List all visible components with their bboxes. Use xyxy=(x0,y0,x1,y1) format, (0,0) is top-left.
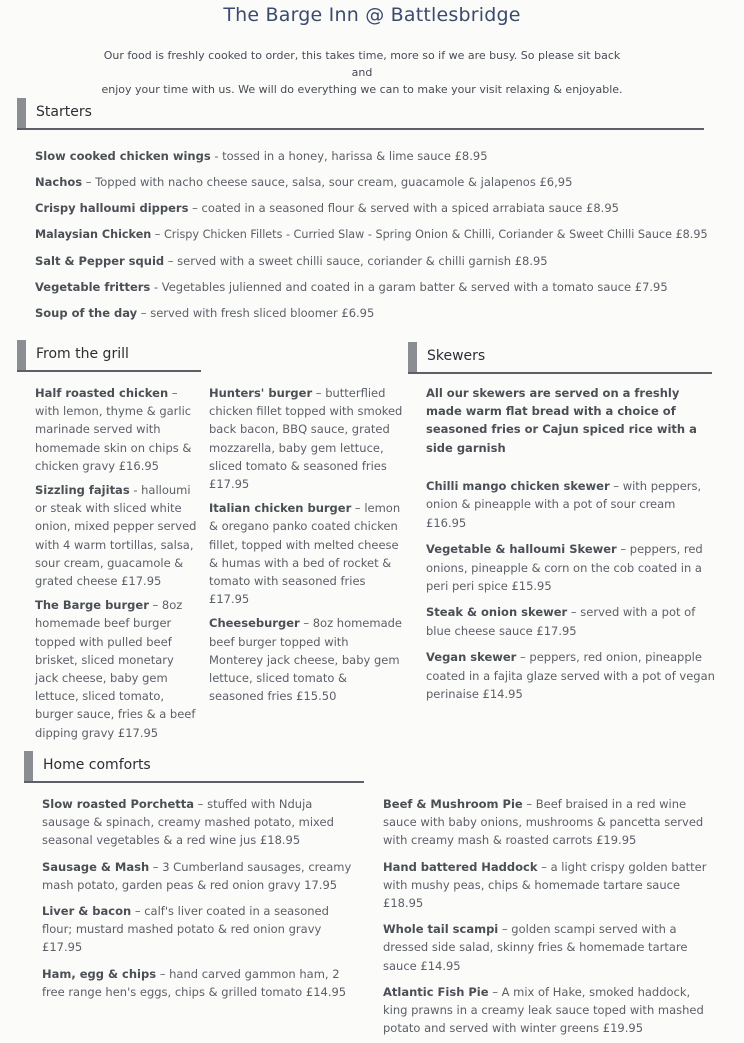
heading-rule xyxy=(408,372,712,374)
item-name: The Barge burger xyxy=(35,598,149,613)
item-description: – stuffed with Nduja sausage & spinach, creamy mashed potato, mixed seasonal vegetables & a red wine jus £18.95 xyxy=(42,797,334,848)
item-name: Nachos xyxy=(35,175,83,190)
item-description: – served with fresh sliced bloomer £6.95 xyxy=(137,306,375,321)
item-description: – a light crispy golden batter with mushy peas, chips & homemade tartare sauce £18.95 xyxy=(383,859,707,911)
starters-list xyxy=(35,143,725,326)
item-description: – Crispy Chicken Fillets - Curried Slaw - Spring Onion & Chilli, Coriander & Sweet Chilli Sauce £8.95 xyxy=(151,227,708,241)
heading-bar xyxy=(17,98,26,130)
item-name: Hunters' burger xyxy=(209,386,313,400)
item-description: - halloumi or steak with sliced white onion, mixed pepper served with 4 warm tortillas, salsa, sour cream, guacamole & grated cheese £17.95 xyxy=(35,483,197,589)
item-name: Vegan skewer xyxy=(426,650,517,665)
menu-item xyxy=(35,169,725,195)
menu-item xyxy=(35,481,198,590)
item-name: Beef & Mushroom Pie xyxy=(383,797,523,811)
menu-item xyxy=(35,143,725,169)
item-description: – with lemon, thyme & garlic marinade served with homemade skin on chips & chicken gravy £16.95 xyxy=(35,386,192,473)
item-description: – hand carved gammon ham, 2 free range hen's eggs, chips & grilled tomato £14.95 xyxy=(42,966,347,999)
menu-item xyxy=(35,274,725,300)
item-name: Chilli mango chicken skewer xyxy=(426,479,610,493)
section-heading-starters xyxy=(17,98,704,130)
section-heading-skewers xyxy=(408,342,712,374)
menu-item xyxy=(42,902,360,957)
menu-item xyxy=(209,614,405,705)
heading-label: From the grill xyxy=(36,346,129,362)
item-description: – coated in a seasoned flour & served with a spiced arrabiata sauce £8.95 xyxy=(188,201,619,216)
item-description: – served with a sweet chilli sauce, coriander & chilli garnish £8.95 xyxy=(164,253,548,268)
item-name: Soup of the day xyxy=(35,306,138,321)
heading-bar xyxy=(17,340,26,372)
section-heading-grill xyxy=(17,340,201,372)
item-name: Ham, egg & chips xyxy=(42,966,157,981)
item-description: – peppers, red onions, pineapple & corn on the cob coated in a peri peri spice £15.95 xyxy=(426,542,703,594)
item-description: – butterflied chicken fillet topped with smoked back bacon, BBQ sauce, grated mozzarella, baby gem lettuce, sliced tomato & seasoned fries £17.95 xyxy=(209,386,403,492)
menu-item xyxy=(35,195,725,221)
item-description: – served with a pot of blue cheese sauce £17.95 xyxy=(426,605,696,638)
menu-item xyxy=(42,965,360,1001)
item-description: - tossed in a honey, harissa & lime sauce £8.95 xyxy=(210,149,488,163)
comforts-column-right xyxy=(383,795,713,1043)
grill-column-right xyxy=(209,384,405,711)
item-name: Sizzling fajitas xyxy=(35,483,130,498)
heading-label: Starters xyxy=(36,104,92,120)
menu-item xyxy=(426,603,718,640)
item-name: Italian chicken burger xyxy=(209,501,352,516)
menu-item xyxy=(35,596,198,742)
section-heading-comforts xyxy=(24,751,364,783)
grill-column-left xyxy=(35,384,198,748)
menu-item xyxy=(383,795,713,850)
menu-item xyxy=(35,384,198,475)
comforts-column-left xyxy=(42,795,360,1007)
item-name: Cheeseburger xyxy=(209,616,300,631)
menu-item xyxy=(209,499,405,608)
item-name: Crispy halloumi dippers xyxy=(35,201,189,216)
item-description: – with peppers, onion & pineapple with a pot of sour cream £16.95 xyxy=(426,479,702,530)
skewers-intro xyxy=(426,384,718,457)
intro-text xyxy=(100,47,624,98)
menu-item xyxy=(426,477,718,532)
heading-label: Home comforts xyxy=(43,757,151,773)
item-description: – 8oz homemade beef burger topped with Monterey jack cheese, baby gem lettuce, sliced tomato & seasoned fries £15.50 xyxy=(209,616,403,704)
item-description: – Topped with nacho cheese sauce, salsa, sour cream, guacamole & jalapenos £6,95 xyxy=(82,175,573,190)
item-description: – 8oz homemade beef burger topped with pulled beef brisket, sliced monetary jack cheese, baby gem lettuce, sliced tomato, burger sauce, fries & a beef dipping gravy £17.95 xyxy=(35,598,196,740)
menu-item xyxy=(426,540,718,595)
intro-line-2: enjoy your time with us. We will do everything we can to make your visit relaxing & enjoyable. xyxy=(101,83,623,96)
item-name: Vegetable & halloumi Skewer xyxy=(426,542,617,557)
page-title: The Barge Inn @ Battlesbridge xyxy=(223,4,521,26)
heading-rule xyxy=(24,781,364,783)
intro-line-1: Our food is freshly cooked to order, this takes time, more so if we are busy. So please sit back and xyxy=(103,49,621,79)
item-description: - Vegetables julienned and coated in a garam batter & served with a tomato sauce £7.95 xyxy=(150,280,668,295)
menu-item xyxy=(35,300,725,326)
menu-item xyxy=(42,858,360,894)
item-name: Malaysian Chicken xyxy=(35,227,152,241)
menu-item xyxy=(35,222,725,248)
item-description: – Beef braised in a red wine sauce with baby onions, mushrooms & pancetta served with creamy mash & roasted carrots £19.95 xyxy=(383,797,704,848)
item-description: – golden scampi served with a dressed side salad, skinny fries & homemade tartare sauce £14.95 xyxy=(383,922,688,973)
heading-label: Skewers xyxy=(427,348,486,364)
item-description: – peppers, red onion, pineapple coated in a fajita glaze served with a pot of vegan perinaise £14.95 xyxy=(426,650,715,702)
item-name: Sausage & Mash xyxy=(42,859,150,874)
item-name: Whole tail scampi xyxy=(383,922,499,937)
item-name: Slow cooked chicken wings xyxy=(35,149,211,163)
heading-rule xyxy=(17,370,201,372)
menu-item xyxy=(426,648,718,703)
skewers-list xyxy=(426,477,718,709)
item-name: Vegetable fritters xyxy=(35,280,151,295)
item-name: Steak & onion skewer xyxy=(426,605,568,620)
item-name: Liver & bacon xyxy=(42,904,132,919)
heading-bar xyxy=(408,342,417,374)
item-name: Hand battered Haddock xyxy=(383,859,538,874)
item-name: Slow roasted Porchetta xyxy=(42,797,195,811)
menu-item xyxy=(35,248,725,274)
item-description: – lemon & oregano panko coated chicken fillet, topped with melted cheese & humas with a bed of rocket & tomato with seasoned fries £17.95 xyxy=(209,501,401,607)
heading-bar xyxy=(24,751,33,783)
menu-item xyxy=(383,858,713,913)
menu-item xyxy=(209,384,405,493)
menu-item xyxy=(42,795,360,850)
item-description: – calf's liver coated in a seasoned flour; mustard mashed potato & red onion gravy £17.95 xyxy=(42,904,329,955)
item-name: Atlantic Fish Pie xyxy=(383,984,489,999)
item-name: Salt & Pepper squid xyxy=(35,253,165,268)
heading-rule xyxy=(17,128,704,130)
item-name: Half roasted chicken xyxy=(35,386,169,400)
skewers-intro-text: All our skewers are served on a freshly made warm flat bread with a choice of seasoned fries or Cajun spiced rice with a side garnish xyxy=(426,386,697,455)
item-description: – A mix of Hake, smoked haddock, king prawns in a creamy leak sauce toped with mashed potato and served with winter greens £19.95 xyxy=(383,984,704,1036)
menu-item xyxy=(383,983,713,1038)
menu-item xyxy=(383,920,713,975)
item-description: – 3 Cumberland sausages, creamy mash potato, garden peas & red onion gravy 17.95 xyxy=(42,859,352,892)
